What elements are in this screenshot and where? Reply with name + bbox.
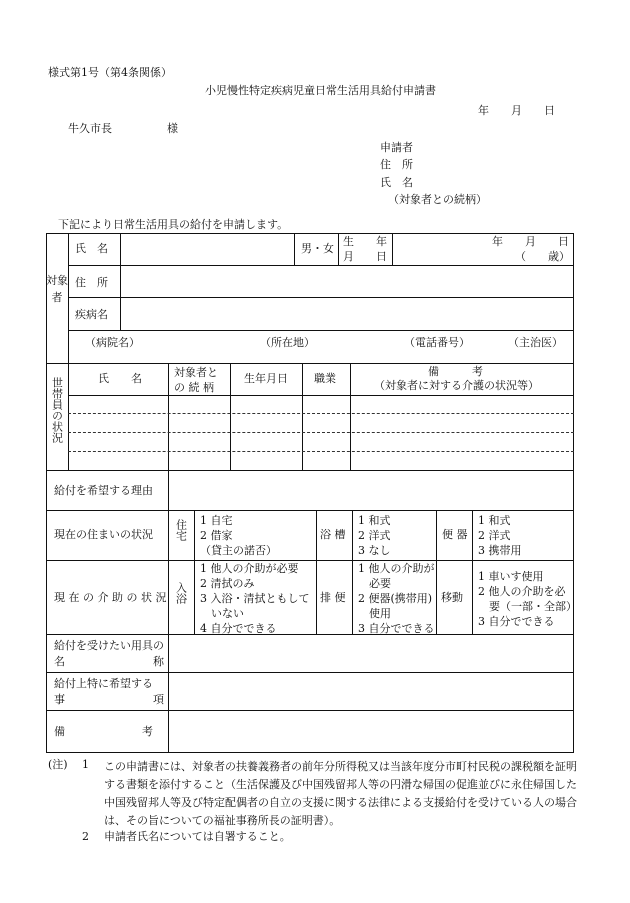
note-2-number: 2 [82, 830, 89, 843]
col-household-name: 氏 名 [98, 372, 142, 385]
intro-text: 下記により日常生活用具の給付を申請します。 [58, 218, 289, 231]
item-name-label-line1: 給付を受けたい用具の [54, 639, 164, 652]
disease-field[interactable] [121, 298, 573, 329]
toilet-label: 便 器 [442, 528, 468, 541]
housing-label: 現在の住まいの状況 [54, 528, 153, 541]
note-1-text: この申請書には、対象者の扶養義務者の前年分所得税又は当該年度分市町村民税の課税額を証明する書類を添付すること（生活保護及び中国残留邦人等の円滑な帰国の促進並びに永住帰国した中国残留邦人等及び特定配偶者の自立の支援に関する法律による支援給付を受けている人の場合は、その旨についての福祉事務所長の証明書）。 [104, 760, 577, 827]
col-household-remarks: 備 考 [428, 365, 483, 378]
reason-field[interactable] [169, 471, 573, 509]
birthdate-label: 生 年 月 日 [343, 235, 387, 263]
special-wishes-field[interactable] [169, 673, 573, 709]
col-household-relation: 対象者と の 続 柄 [174, 366, 218, 394]
applicant-label: 申請者 [380, 141, 413, 154]
special-wishes-label-line2: 事 項 [54, 693, 164, 706]
household-rows-area[interactable] [69, 396, 573, 469]
addressee: 牛久市長 様 [68, 122, 178, 135]
house-type-options[interactable]: 1 自宅 2 借家 （貸主の諾否） [200, 514, 277, 557]
household-group-label: 世帯員の状況 [50, 377, 64, 443]
col-household-birthdate: 生年月日 [244, 372, 288, 385]
form-number: 様式第1号（第4条関係） [48, 66, 172, 79]
disease-label: 疾病名 [75, 308, 108, 321]
applicant-relation-label: （対象者との続柄） [388, 193, 487, 206]
subject-address-field[interactable] [121, 266, 573, 296]
subject-name-label: 氏 名 [75, 242, 108, 255]
age-field[interactable]: （ 歳） [515, 250, 570, 263]
col-household-remarks-sub: （対象者に対する介護の状況等） [374, 379, 539, 392]
notes-mark: (注) [48, 758, 68, 771]
birthdate-field[interactable]: 年 月 日 [492, 235, 569, 248]
reason-label: 給付を希望する理由 [54, 484, 153, 497]
bathtub-options[interactable]: 1 和式 2 洋式 3 なし [358, 514, 391, 557]
bathing-label: 入浴 [174, 582, 188, 604]
bathing-options[interactable]: 1 他人の介助が必要 2 清拭のみ 3 入浴・清拭ともして いない 4 自分でできる [200, 562, 310, 635]
attending-doctor-label: （主治医） [508, 336, 563, 349]
form-title: 小児慢性特定疾病児童日常生活用具給付申請書 [205, 84, 436, 97]
applicant-name-label: 氏 名 [380, 176, 413, 189]
item-name-field[interactable] [169, 635, 573, 671]
excretion-label: 排 便 [320, 591, 346, 604]
col-household-job: 職業 [314, 372, 336, 385]
subject-address-label: 住 所 [75, 276, 108, 289]
note-2-text: 申請者氏名については自署すること。 [104, 830, 291, 843]
excretion-options[interactable]: 1 他人の介助が 必要 2 便器(携帯用) 使用 3 自分でできる [358, 562, 435, 635]
applicant-address-label: 住 所 [380, 158, 413, 171]
bathtub-label: 浴 槽 [320, 528, 346, 541]
gender-options[interactable]: 男・女 [301, 242, 334, 255]
date-line: 年 月 日 [478, 104, 555, 117]
note-1-number: 1 [82, 758, 89, 771]
moving-label: 移動 [441, 591, 463, 604]
hospital-phone-label: （電話番号） [404, 336, 470, 349]
subject-name-field[interactable] [121, 234, 293, 264]
toilet-options[interactable]: 1 和式 2 洋式 3 携帯用 [478, 514, 522, 557]
hospital-name-label: （病院名） [85, 336, 140, 349]
house-type-label: 住宅 [174, 519, 188, 541]
subject-group-label: 対象者 [46, 274, 68, 304]
remarks-field[interactable] [169, 711, 573, 752]
item-name-label-line2: 名 称 [54, 655, 164, 668]
hospital-location-label: （所在地） [260, 336, 315, 349]
remarks-label: 備 考 [54, 725, 153, 738]
care-label: 現 在 の 介 助 の 状 況 [54, 591, 167, 604]
moving-options[interactable]: 1 車いす使用 2 他人の介助を必 要（一部・全部） 3 自分でできる [478, 570, 577, 628]
special-wishes-label-line1: 給付上特に希望する [54, 677, 153, 690]
